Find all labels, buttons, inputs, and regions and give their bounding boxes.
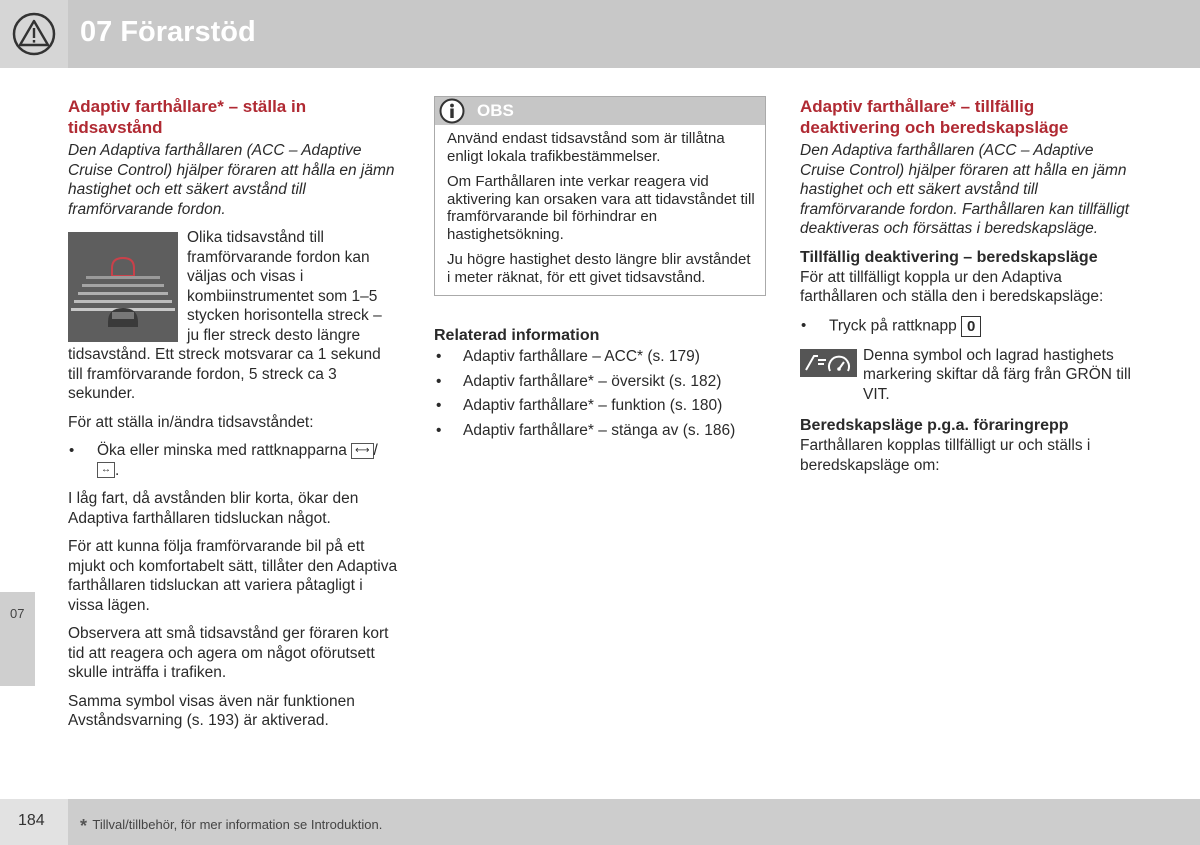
intro-text: Den Adaptiva farthållaren (ACC – Adaptive Cruise Control) hjälper föraren att hålla en jämn hastighet och ett säkert avstånd till framförvarande fordon. Farthållaren kan tillfälligt deaktiveras och försättas i beredskapsläge. (800, 142, 1130, 237)
related-link[interactable]: • Adaptiv farthållare* – översikt (s. 182) (434, 372, 766, 392)
chapter-tab-label: 07 (10, 606, 25, 621)
paragraph: För att tillfälligt koppla ur den Adaptiva farthållaren och ställa den i beredskapsläge: (800, 268, 1104, 305)
zero-button-icon: 0 (961, 316, 981, 337)
cruise-control-symbol-icon (800, 349, 857, 377)
related-link[interactable]: • Adaptiv farthållare* – funktion (s. 180) (434, 396, 766, 416)
paragraph: För att kunna följa framförvarande bil på ett mjukt och komfortabelt sätt, tillåter den Adaptiva farthållaren tidsluckan att variera påtagligt i vissa lägen. (68, 538, 398, 614)
setup-bullet-list (68, 441, 398, 480)
column-1 (68, 96, 398, 740)
figure-block (68, 228, 398, 413)
page-number: 184 (18, 812, 45, 829)
paragraph: Observera att små tidsavstånd ger föraren kort tid att reagera och agera om något oförutsett skulle inträffa i trafiken. (68, 625, 389, 681)
subheading-standby-intervention: Beredskapsläge p.g.a. föraringrepp (800, 417, 1069, 434)
bullet-text: Tryck på rattknapp (829, 317, 957, 335)
page-header (0, 0, 1200, 68)
time-gap-illustration (68, 232, 178, 342)
steering-wheel-button-icon: ⟷ (351, 443, 373, 459)
symbol-row (800, 346, 1132, 405)
related-info-heading: Relaterad information (434, 327, 600, 344)
footnote-text: Tillval/tillbehör, för mer information se Introduktion. (92, 817, 383, 832)
column-3 (800, 96, 1132, 484)
paragraph: I låg fart, då avstånden blir korta, ökar den Adaptiva farthållaren tidsluckan något. (68, 490, 359, 527)
symbol-description: Denna symbol och lagrad hastighets markering skiftar då färg från GRÖN till VIT. (863, 346, 1131, 403)
info-icon (439, 98, 465, 124)
page-footer (0, 799, 1200, 845)
section-heading-deactivation: Adaptiv farthållare* – tillfällig deaktivering och beredskapsläge (800, 97, 1069, 137)
subheading-temporary-deactivation: Tillfällig deaktivering – beredskapsläge (800, 248, 1098, 266)
section-heading-time-gap: Adaptiv farthållare* – ställa in tidsavstånd (68, 97, 307, 137)
figure-description: Olika tidsavstånd till framförvarande fordon kan väljas och visas i kombiinstrumentet som 1–5 stycken horisontella streck – ju fler streck desto längre tidsavstånd. Ett streck motsvarar ca 1 sekund till framförvarande fordon, 5 streck ca 3 sekunder. (68, 229, 382, 402)
steering-wheel-button-icon: ↔ (97, 462, 115, 478)
footnote-star: * (80, 816, 88, 836)
obs-paragraph: Om Farthållaren inte verkar reagera vid aktivering kan orsaken vara att tidavståndet till framförvarande bil förhindrar en hastighetsökning. (447, 173, 755, 243)
paragraph: Farthållaren kopplas tillfälligt ur och ställs i beredskapsläge om: (800, 437, 1091, 474)
list-item (800, 316, 1132, 337)
obs-header (435, 97, 765, 125)
obs-label: OBS (477, 101, 514, 120)
chapter-tab (0, 592, 35, 686)
footnote (80, 813, 382, 834)
intro-text: Den Adaptiva farthållaren (ACC – Adaptive Cruise Control) hjälper föraren att hålla en jämn hastighet och ett säkert avstånd till framförvarande fordon. (68, 142, 395, 218)
page-title: 07 Förarstöd (80, 16, 256, 48)
page-number-box (0, 799, 68, 845)
header-icon-box (0, 0, 68, 68)
obs-note-box (434, 96, 766, 296)
related-info-list (434, 347, 766, 440)
bullet-separator: / (373, 442, 378, 459)
obs-paragraph: Använd endast tidsavstånd som är tillåtna enligt lokala trafikbestämmelser. (447, 130, 725, 165)
setup-label: För att ställa in/ändra tidsavståndet: (68, 413, 314, 431)
warning-triangle-icon (12, 12, 56, 56)
column-2 (434, 96, 766, 445)
bullet-end: . (115, 461, 120, 479)
related-link[interactable]: • Adaptiv farthållare – ACC* (s. 179) (434, 347, 766, 367)
paragraph: Samma symbol visas även när funktionen Avståndsvarning (s. 193) är aktiverad. (68, 692, 355, 729)
obs-body (435, 125, 765, 295)
list-item (68, 441, 398, 480)
deactivation-bullet-list (800, 316, 1132, 337)
obs-paragraph: Ju högre hastighet desto längre blir avståndet i meter räknat, för ett givet tidsavstånd. (447, 251, 751, 286)
bullet-text: Öka eller minska med rattknapparna (97, 442, 347, 459)
related-link[interactable]: • Adaptiv farthållare* – stänga av (s. 186) (434, 421, 766, 441)
